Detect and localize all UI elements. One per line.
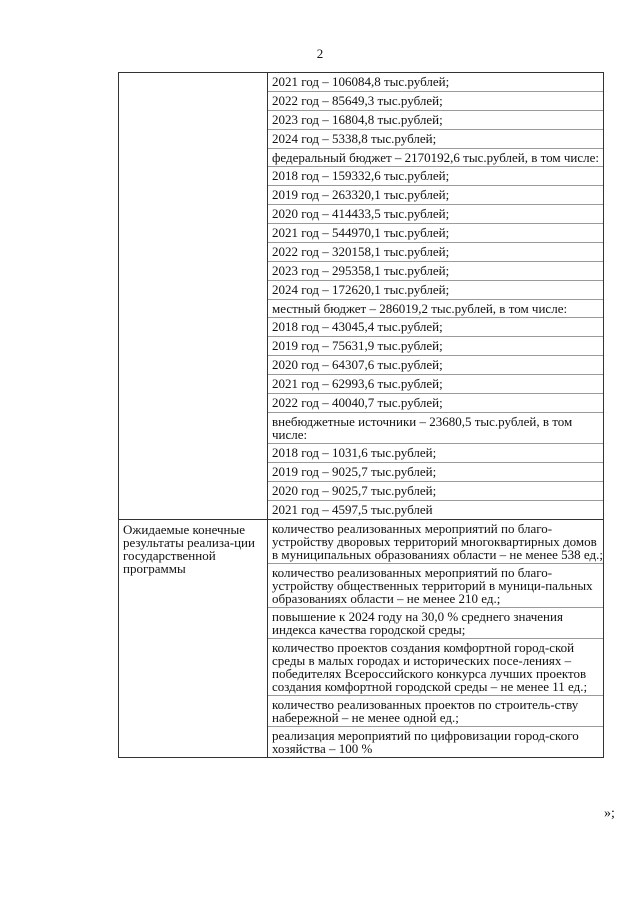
result-item: количество проектов создания комфортной город-ской среды в малых городах и исторических посе-лениях – победителях Всероссийского конкурса лучших проектов создания комфортной городской среды – не менее 11 ед.; xyxy=(268,639,603,696)
program-passport-table xyxy=(118,72,604,758)
financing-line: 2019 год – 9025,7 тыс.рублей; xyxy=(268,463,603,482)
financing-line: 2023 год – 16804,8 тыс.рублей; xyxy=(268,111,603,130)
page-number: 2 xyxy=(316,46,324,61)
financing-line: 2018 год – 159332,6 тыс.рублей; xyxy=(268,167,603,186)
results-label: Ожидаемые конечные результаты реализа-ции государственной программы xyxy=(123,522,255,576)
financing-line: 2018 год – 1031,6 тыс.рублей; xyxy=(268,444,603,463)
financing-line: 2019 год – 75631,9 тыс.рублей; xyxy=(268,337,603,356)
financing-line: 2020 год – 9025,7 тыс.рублей; xyxy=(268,482,603,501)
federal-budget-line: федеральный бюджет – 2170192,6 тыс.рублей, в том числе: xyxy=(268,149,603,167)
results-label-cell xyxy=(119,520,268,758)
financing-line: 2021 год – 62993,6 тыс.рублей; xyxy=(268,375,603,394)
financing-line: 2023 год – 295358,1 тыс.рублей; xyxy=(268,262,603,281)
financing-line: 2021 год – 106084,8 тыс.рублей; xyxy=(268,73,603,92)
local-budget-line: местный бюджет – 286019,2 тыс.рублей, в том числе: xyxy=(268,300,603,318)
financing-line: 2020 год – 414433,5 тыс.рублей; xyxy=(268,205,603,224)
extrabudgetary-line: внебюджетные источники – 23680,5 тыс.рублей, в том числе: xyxy=(268,413,603,444)
financing-line: 2019 год – 263320,1 тыс.рублей; xyxy=(268,186,603,205)
results-row xyxy=(119,520,604,758)
result-item: количество реализованных мероприятий по благо-устройству общественных территорий в муници-пальных образованиях области – не менее 210 ед.; xyxy=(268,564,603,608)
result-item: количество реализованных проектов по строитель-ству набережной – не менее одной ед.; xyxy=(268,696,603,727)
financing-line: 2022 год – 40040,7 тыс.рублей; xyxy=(268,394,603,413)
financing-line: 2022 год – 320158,1 тыс.рублей; xyxy=(268,243,603,262)
financing-line: 2022 год – 85649,3 тыс.рублей; xyxy=(268,92,603,111)
results-values-cell xyxy=(268,520,604,758)
financing-values-cell xyxy=(268,73,604,520)
financing-line: 2020 год – 64307,6 тыс.рублей; xyxy=(268,356,603,375)
result-item: реализация мероприятий по цифровизации город-ского хозяйства – 100 % xyxy=(272,728,579,756)
financing-label-cell xyxy=(119,73,268,520)
closing-quote-mark: »; xyxy=(604,806,615,821)
financing-line: 2018 год – 43045,4 тыс.рублей; xyxy=(268,318,603,337)
financing-line: 2021 год – 544970,1 тыс.рублей; xyxy=(268,224,603,243)
financing-line: 2021 год – 4597,5 тыс.рублей xyxy=(272,502,433,517)
financing-line: 2024 год – 172620,1 тыс.рублей; xyxy=(268,281,603,300)
result-item: количество реализованных мероприятий по благо-устройству дворовых территорий многоквартирных домов в муниципальных образованиях области – не менее 538 ед.; xyxy=(268,520,603,564)
financing-row xyxy=(119,73,604,520)
result-item: повышение к 2024 году на 30,0 % среднего значения индекса качества городской среды; xyxy=(268,608,603,639)
financing-line: 2024 год – 5338,8 тыс.рублей; xyxy=(268,130,603,149)
